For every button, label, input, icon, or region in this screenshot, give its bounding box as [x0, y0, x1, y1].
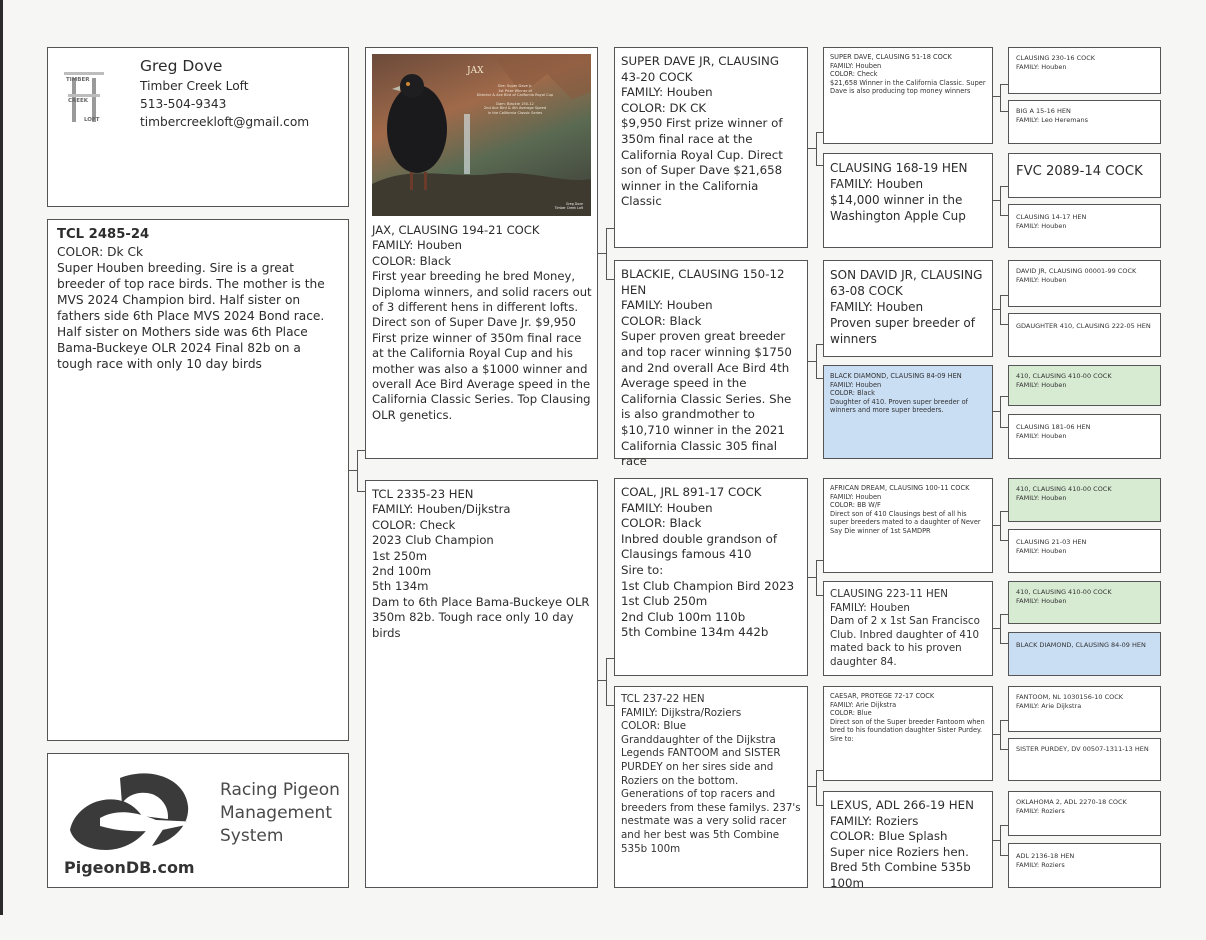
gen5-text: ADL 2136-18 HEN FAMILY: Roziers [1016, 852, 1075, 869]
gen5-card-highlighted [1008, 365, 1161, 406]
connector [606, 228, 607, 280]
gen3-text: SUPER DAVE JR, CLAUSING 43-20 COCK FAMILY: Houben COLOR: DK CK $9,950 First prize winner of 350m final race at the California Royal Cup. Direct son of Super Dave $21,658 winner in the California Classic [621, 54, 783, 209]
photo-title: JAX [467, 66, 484, 76]
gen5-text: 410, CLAUSING 410-00 COCK FAMILY: Houben [1016, 485, 1112, 502]
connector [816, 344, 817, 379]
photo-caption [450, 84, 580, 116]
connector [1000, 427, 1008, 428]
gen5-text: BIG A 15-16 HEN FAMILY: Leo Heremans [1016, 107, 1089, 124]
connector [993, 411, 1000, 412]
connector [1000, 720, 1001, 750]
branding-line-3: System [220, 826, 284, 846]
subject-band: TCL 2485-24 [57, 227, 150, 242]
connector [993, 525, 1000, 526]
connector [1000, 111, 1008, 112]
gen5-card [1008, 100, 1161, 144]
connector [1000, 614, 1001, 644]
gen3-dam-sire-card [614, 478, 808, 676]
connector [1000, 84, 1008, 85]
gen5-card-highlighted [1008, 478, 1161, 522]
photo-caption-line: 2nd Ace Bird & 4th Average Speed [483, 106, 547, 111]
connector [1000, 324, 1008, 325]
dam-description: TCL 2335-23 HEN FAMILY: Houben/Dijkstra COLOR: Check 2023 Club Champion 1st 250m 2nd 100m 5th 134m Dam to 6th Place Bama-Buckeye OLR 350m 82b. Tough race only 10 day birds [372, 487, 590, 640]
connector [606, 658, 607, 706]
gen4-text: LEXUS, ADL 266-19 HEN FAMILY: Roziers COLOR: Blue Splash Super nice Roziers hen. Bred 5th Combine 535b 100m [830, 798, 974, 890]
connector [1000, 186, 1008, 187]
logo-text-2: CREEK [68, 98, 89, 104]
gen5-card [1008, 204, 1161, 248]
gen5-card [1008, 414, 1161, 459]
connector [1000, 84, 1001, 112]
gen5-card [1008, 791, 1161, 836]
breeder-card [47, 47, 349, 207]
connector [993, 628, 1000, 629]
sire-photo [372, 54, 591, 216]
connector [808, 577, 816, 578]
gen5-card-highlighted [1008, 581, 1161, 624]
sire-description: JAX, CLAUSING 194-21 COCK FAMILY: Houben COLOR: Black First year breeding he bred Money, Diploma winners, and solid racers out of 3 different hens in different lofts. Direct son of Super Dave Jr. $9,950 First prize winner of 350m final race at the California Royal Cup and his mother was also a $1000 winner and overall Ace Bird Average speed in the California Classic Series. Top Clausing OLR genetics. [372, 223, 592, 422]
branding-card [47, 753, 349, 888]
logo-text-1: TIMBER [66, 77, 90, 83]
gen5-text: GDAUGHTER 410, CLAUSING 222-05 HEN [1016, 322, 1151, 330]
gen5-card [1008, 47, 1161, 94]
connector [816, 132, 817, 166]
gen5-card [1008, 686, 1161, 732]
gen5-card [1008, 260, 1161, 307]
sire-card [365, 47, 598, 459]
gen5-card [1008, 843, 1161, 888]
subject-description: COLOR: Dk Ck Super Houben breeding. Sire is a great breeder of top race birds. The mother is the MVS 2024 Champion bird. Half sister on fathers side 6th Place MVS 2024 Bond race. Half sister on Mothers side was 6th Place Bama-Buckeye OLR 2024 Final 82b on a tough race with only 10 day birds [57, 245, 325, 371]
connector [993, 96, 1000, 97]
gen4-card [823, 791, 993, 888]
gen5-text: SISTER PURDEY, DV 00507-1311-13 HEN [1016, 745, 1149, 753]
gen5-text: OKLAHOMA 2, ADL 2270-18 COCK FAMILY: Roziers [1016, 798, 1127, 815]
breeder-phone: 513-504-9343 [140, 97, 227, 111]
photo-footer: Greg Dove Timber Creek Loft [554, 202, 583, 210]
connector [349, 470, 357, 471]
gen3-dam-dam-card [614, 686, 808, 888]
connector [357, 450, 365, 451]
connector [1000, 186, 1001, 216]
connector [1000, 215, 1008, 216]
gen5-text: CLAUSING 14-17 HEN FAMILY: Houben [1016, 213, 1087, 230]
connector [598, 680, 606, 681]
connector [816, 165, 823, 166]
gen4-card [823, 260, 993, 357]
connector [816, 378, 823, 379]
gen5-text: CLAUSING 230-16 COCK FAMILY: Houben [1016, 54, 1096, 71]
connector [606, 279, 614, 280]
connector [1000, 614, 1008, 615]
connector [816, 805, 823, 806]
pigeon-photo-icon [372, 54, 591, 216]
gen4-card [823, 581, 993, 676]
connector [816, 770, 823, 771]
gen3-text: BLACKIE, CLAUSING 150-12 HEN FAMILY: Houben COLOR: Black Super proven great breeder and top racer winning $1750 and 2nd overall Ace Bird 4th Average speed in the California Classic Series. She is also grandmother to $10,710 winner in the 2021 California Classic 305 final race [621, 267, 792, 469]
breeder-email[interactable]: timbercreekloft@gmail.com [140, 115, 310, 129]
gen4-card [823, 47, 993, 144]
gen4-text: CLAUSING 168-19 HEN FAMILY: Houben $14,000 winner in the Washington Apple Cup [830, 161, 968, 223]
gen5-text: CLAUSING 181-06 HEN FAMILY: Houben [1016, 423, 1091, 440]
connector [1000, 295, 1008, 296]
gen4-text: BLACK DIAMOND, CLAUSING 84-09 HEN FAMILY: Houben COLOR: Black Daughter of 410. Proven super breeder of winners and more super breeders. [830, 372, 968, 415]
photo-caption-line: in the California Classic Series [487, 110, 543, 115]
branding-line-1: Racing Pigeon [220, 780, 340, 800]
connector [816, 344, 823, 345]
loft-name: Timber Creek Loft [140, 79, 249, 93]
connector [816, 132, 823, 133]
connector [1000, 511, 1001, 541]
connector [598, 253, 606, 254]
connector [1000, 540, 1008, 541]
branding-site[interactable]: PigeonDB.com [64, 858, 195, 877]
connector [808, 148, 816, 149]
gen5-text: FVC 2089-14 COCK [1016, 164, 1143, 179]
connector [816, 770, 817, 806]
connector [606, 658, 614, 659]
gen4-text: SON DAVID JR, CLAUSING 63-08 COCK FAMILY: Houben Proven super breeder of winners [830, 268, 983, 346]
gen5-card [1008, 153, 1161, 198]
connector [1000, 720, 1008, 721]
gen3-text: TCL 237-22 HEN FAMILY: Dijkstra/Roziers COLOR: Blue Granddaughter of the Dijkstra Legends FANTOOM and SISTER PURDEY on her sires side and Roziers on the bottom. Generations of top racers and breeders from these familys. 237's nestmate was a very solid racer and her best was 5th Combine 535b 100m [621, 693, 801, 855]
gen4-text: AFRICAN DREAM, CLAUSING 100-11 COCK FAMILY: Houben COLOR: BB W/F Direct son of 410 Clausings best of all his super breeders mated to a daughter of Never Say Die winner of 1st SAMDPR [830, 484, 981, 535]
connector [1000, 511, 1008, 512]
connector [357, 491, 365, 492]
subject-bird-card [47, 219, 349, 741]
connector [993, 734, 1000, 735]
photo-caption-line: Sire: Super Dave Jr. [497, 84, 533, 88]
connector [816, 560, 817, 596]
pigeondb-logo-icon [60, 766, 210, 856]
gen4-text: CAESAR, PROTEGE 72-17 COCK FAMILY: Arie Dijkstra COLOR: Blue Direct son of the Super breeder Fantoom when bred to his foundation daughter Sister Purdey. Sire to: [830, 692, 985, 743]
gen4-card [823, 478, 993, 573]
gen4-text: SUPER DAVE, CLAUSING 51-18 COCK FAMILY: Houben COLOR: Check $21,658 Winner in the California Classic. Super Dave is also producing top money winners [830, 53, 986, 96]
photo-caption-line: Dam: Blackie 150-12 [496, 101, 534, 106]
gen3-text: COAL, JRL 891-17 COCK FAMILY: Houben COLOR: Black Inbred double grandson of Clausings famous 410 Sire to: 1st Club Champion Bird 2023 1st Club 250m 2nd Club 100m 110b 5th Combine 134m 442b [621, 485, 795, 640]
connector [993, 309, 1000, 310]
photo-caption-line: Director & Ace Bird of California Royal Cup [476, 93, 554, 98]
breeder-name: Greg Dove [140, 57, 223, 75]
dam-card [365, 480, 598, 888]
connector [1000, 825, 1008, 826]
loft-logo [62, 64, 106, 126]
connector [993, 840, 1000, 841]
gen4-card [823, 686, 993, 781]
connector [1000, 643, 1008, 644]
gen5-text: BLACK DIAMOND, CLAUSING 84-09 HEN [1016, 641, 1146, 649]
page-left-edge [0, 0, 3, 915]
connector [1000, 825, 1001, 856]
gen3-sire-dam-card [614, 260, 808, 469]
connector [606, 228, 614, 229]
gen5-card-highlighted [1008, 632, 1161, 676]
gen5-text: FANTOOM, NL 1030156-10 COCK FAMILY: Arie Dijkstra [1016, 693, 1124, 710]
connector [808, 361, 816, 362]
gen4-card-highlighted [823, 365, 993, 459]
gen5-text: 410, CLAUSING 410-00 COCK FAMILY: Houben [1016, 372, 1112, 389]
gen4-card [823, 153, 993, 248]
logo-text-3: LOFT [84, 117, 100, 123]
connector [993, 200, 1000, 201]
connector [1000, 749, 1008, 750]
gen5-card [1008, 738, 1161, 781]
connector [816, 595, 823, 596]
branding-line-2: Management [220, 803, 332, 823]
connector [808, 786, 816, 787]
gen5-text: DAVID JR, CLAUSING 00001-99 COCK FAMILY: Houben [1016, 267, 1137, 284]
gen3-sire-sire-card [614, 47, 808, 248]
gen4-text: CLAUSING 223-11 HEN FAMILY: Houben Dam of 2 x 1st San Francisco Club. Inbred daughter of 410 mated back to his proven daughter 84. [830, 588, 980, 668]
connector [1000, 396, 1008, 397]
gen5-card [1008, 529, 1161, 573]
connector [1000, 396, 1001, 428]
gen5-text: CLAUSING 21-03 HEN FAMILY: Houben [1016, 538, 1087, 555]
photo-caption-line: 1st Prize Winner of [498, 88, 532, 93]
gen5-text: 410, CLAUSING 410-00 COCK FAMILY: Houben [1016, 588, 1112, 605]
gen5-card [1008, 313, 1161, 357]
connector [1000, 855, 1008, 856]
connector [816, 560, 823, 561]
connector [357, 450, 358, 492]
connector [606, 705, 614, 706]
connector [1000, 295, 1001, 325]
